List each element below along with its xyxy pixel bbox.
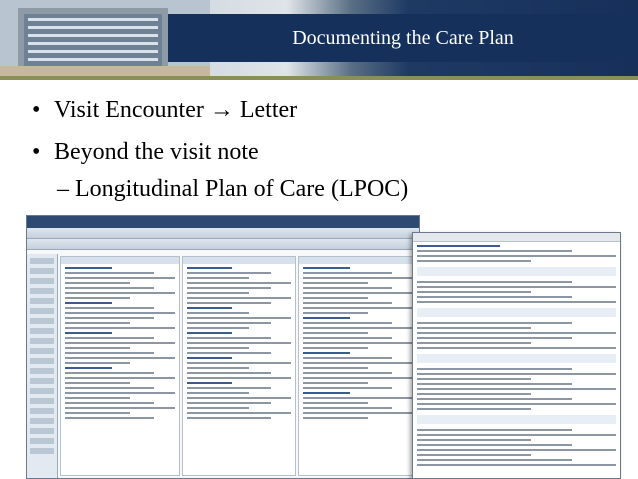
emr-column	[60, 256, 180, 476]
emr-tabbar	[27, 239, 419, 250]
sub-bullet: – Longitudinal Plan of Care (LPOC)	[57, 176, 409, 202]
bullet-text: Beyond the visit note	[54, 139, 259, 165]
emr-column	[182, 256, 296, 476]
slide-header	[0, 0, 638, 76]
letter-section	[417, 415, 616, 424]
letter-section	[417, 267, 616, 276]
emr-column	[298, 256, 418, 476]
header-rule	[0, 76, 638, 80]
bullet-item	[32, 97, 297, 124]
emr-sidebar	[27, 254, 58, 478]
letter-section	[417, 354, 616, 363]
letter-window	[412, 232, 621, 479]
bullet-text: Visit Encounter → Letter	[54, 97, 298, 123]
slide-title: Documenting the Care Plan	[292, 27, 514, 49]
bullet-dot: •	[32, 97, 41, 123]
letter-header	[413, 233, 620, 242]
emr-window	[26, 215, 420, 479]
bullet-dot: •	[32, 139, 41, 165]
bullet-item	[32, 139, 259, 166]
emr-toolbar	[27, 228, 419, 239]
emr-titlebar	[27, 216, 419, 228]
letter-section	[417, 308, 616, 317]
